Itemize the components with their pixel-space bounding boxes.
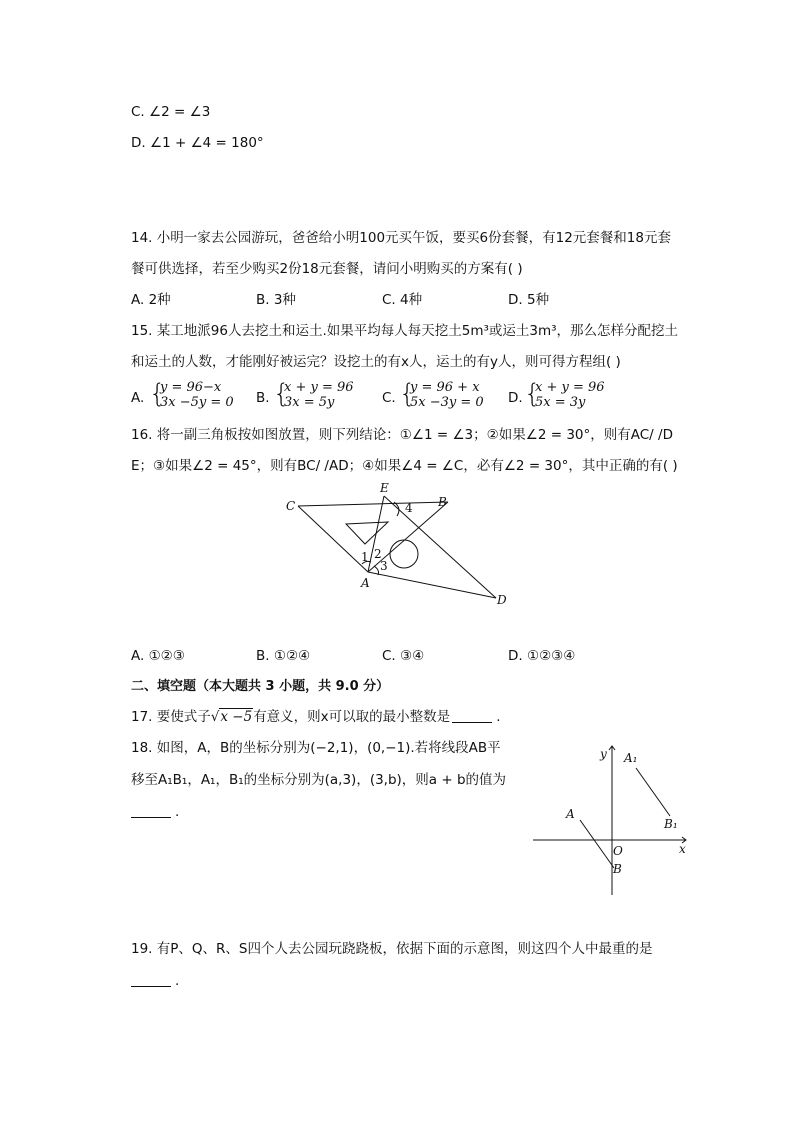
label-c: C — [286, 499, 296, 513]
q14-stem-line2: 餐可供选择，若至少购买2份18元套餐，请问小明购买的方案有( ) — [131, 261, 523, 277]
q15-stem-line2: 和运土的人数，才能刚好被运完？设挖土的有x人，运土的有y人，则可得方程组( ) — [131, 354, 621, 370]
segment-ab — [580, 820, 614, 868]
q14-stem-line1: 14. 小明一家去公园游玩，爸爸给小明100元买午饭，要买6份套餐，有12元套餐和18元套 — [131, 230, 671, 246]
label-e: E — [380, 481, 389, 495]
label-4: 4 — [405, 501, 413, 515]
label-a: A — [566, 807, 575, 821]
answer-blank[interactable] — [131, 972, 171, 987]
q17-suffix: 有意义，则x可以取的最小整数是 — [253, 709, 451, 725]
equation-2: 5x −3y = 0 — [410, 395, 484, 410]
q18-end: . — [175, 804, 180, 820]
inner-triangle — [346, 522, 388, 544]
sqrt-icon: √ — [210, 709, 220, 725]
label-y: y — [600, 747, 607, 761]
q16-option-c: C. ③④ — [382, 648, 425, 664]
q19-answer-line — [131, 971, 179, 991]
label-b: B — [613, 862, 622, 876]
inner-circle — [390, 540, 418, 568]
label-3: 3 — [380, 559, 388, 573]
option-label: A. — [131, 390, 145, 406]
answer-blank[interactable] — [131, 803, 171, 818]
q18-stem-line1: 18. 如图，A，B的坐标分别为(−2,1)，(0,−1).若将线段AB平 — [131, 740, 501, 756]
line-ad — [368, 572, 496, 598]
q14-option-b: B. 3种 — [256, 292, 296, 308]
q17-stem — [131, 707, 500, 727]
equation-2: 3x = 5y — [284, 395, 335, 410]
label-a1: A₁ — [624, 751, 638, 765]
q14-option-d: D. 5种 — [508, 292, 550, 308]
brace-icon: { — [273, 379, 290, 409]
q14-option-a: A. 2种 — [131, 292, 171, 308]
answer-blank[interactable] — [452, 708, 492, 723]
q13-option-d: D. ∠1 + ∠4 = 180° — [131, 135, 264, 151]
equation-1: x + y = 96 — [535, 380, 605, 395]
q16-option-d: D. ①②③④ — [508, 648, 576, 664]
q17-radicand: x −5 — [220, 709, 253, 725]
q18-answer-line — [131, 802, 179, 822]
q18-coordinate-figure — [528, 740, 698, 900]
q19-stem-line1: 19. 有P、Q、R、S四个人去公园玩跷跷板，依据下面的示意图，则这四个人中最重的是 — [131, 941, 653, 957]
equation-1: y = 96 + x — [410, 380, 480, 395]
equation-1: y = 96−x — [160, 380, 222, 395]
q16-stem-line2: E；③如果∠2 = 45°，则有BC/ /AD；④如果∠4 = ∠C，必有∠2 = 30°，其中正确的有( ) — [131, 458, 678, 474]
option-label: C. — [382, 390, 396, 406]
q19-end: . — [175, 973, 180, 989]
line-cb — [298, 502, 448, 506]
option-label: B. — [256, 390, 270, 406]
q16-triangle-figure — [270, 478, 520, 613]
option-label: D. — [508, 390, 523, 406]
q15-stem-line1: 15. 某工地派96人去挖土和运土.如果平均每人每天挖土5m³或运土3m³，那么怎样分配挖土 — [131, 323, 679, 339]
q18-stem-line2: 移至A₁B₁，A₁，B₁的坐标分别为(a,3)，(3,b)，则a + b的值为 — [131, 772, 507, 788]
equation-1: x + y = 96 — [284, 380, 354, 395]
label-b1: B₁ — [664, 817, 678, 831]
brace-icon: { — [524, 379, 541, 409]
equation-2: 3x −5y = 0 — [160, 395, 234, 410]
q14-option-c: C. 4种 — [382, 292, 423, 308]
line-ca — [298, 506, 368, 572]
label-b: B — [438, 495, 447, 509]
label-o: O — [613, 844, 623, 858]
label-d: D — [497, 593, 507, 607]
section-heading-fill-blank: 二、填空题（本大题共 3 小题，共 9.0 分） — [131, 679, 390, 694]
label-a: A — [361, 576, 370, 590]
equation-2: 5x = 3y — [535, 395, 586, 410]
label-1: 1 — [361, 550, 369, 564]
q16-option-a: A. ①②③ — [131, 648, 185, 664]
label-2: 2 — [374, 547, 382, 561]
line-ed — [384, 496, 496, 598]
q16-option-b: B. ①②④ — [256, 648, 311, 664]
q17-prefix: 17. 要使式子 — [131, 709, 211, 725]
q17-end: . — [496, 709, 501, 725]
q16-stem-line1: 16. 将一副三角板按如图放置，则下列结论：①∠1 = ∠3；②如果∠2 = 30°，则有AC/ /D — [131, 427, 673, 443]
brace-icon: { — [149, 379, 166, 409]
label-x: x — [679, 842, 686, 856]
segment-a1b1 — [636, 768, 670, 816]
q13-option-c: C. ∠2 = ∠3 — [131, 104, 211, 120]
brace-icon: { — [399, 379, 416, 409]
